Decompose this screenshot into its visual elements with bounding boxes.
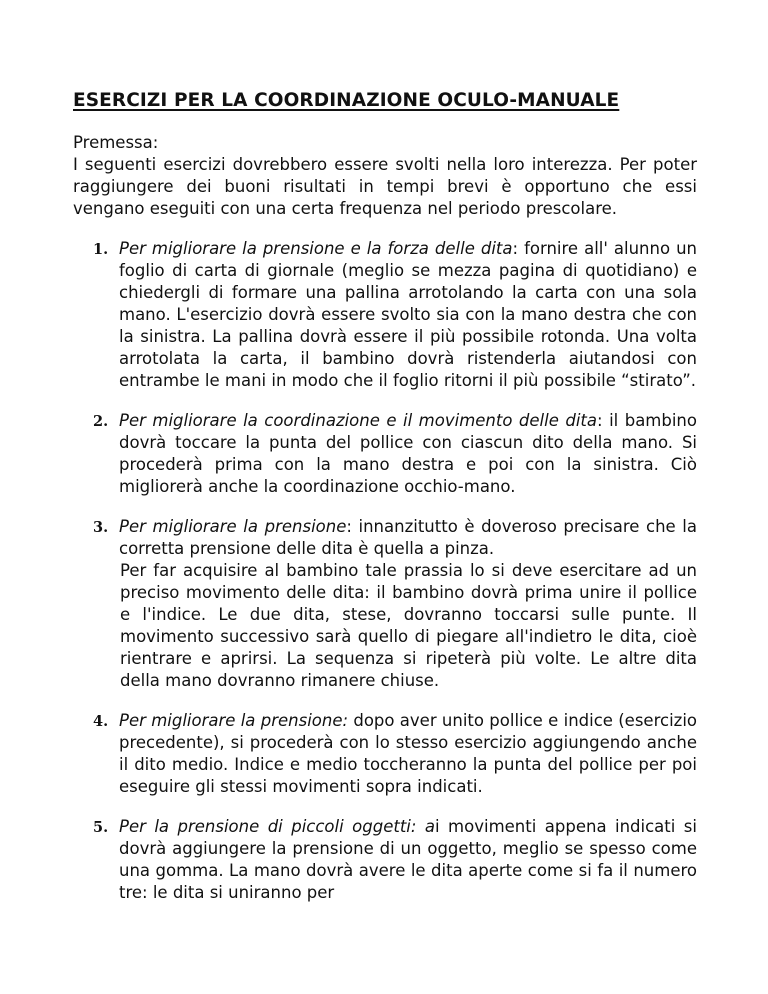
item-text: i movimenti appena indicati si dovrà aggiungere la prensione di un oggetto, meglio se spesso come una gomma. La mano dovrà avere le dita aperte come si fa il numero tre: le dita si uniranno per [119,817,697,902]
list-item [73,410,697,498]
item-lead: Per migliorare la prensione e la forza delle dita [119,239,513,258]
item-number: 4. [93,713,109,730]
item-number: 3. [93,519,109,536]
list-item [73,516,697,692]
exercise-list [73,238,697,904]
list-item [73,816,697,904]
document-page [73,90,697,922]
list-item [73,238,697,392]
item-lead: Per migliorare la coordinazione e il movimento delle dita [119,411,598,430]
list-item [73,710,697,798]
item-lead: Per migliorare la prensione [119,517,347,536]
item-text: : innanzitutto è doveroso precisare che la corretta prensione delle dita è quella a pinza. [119,517,697,558]
item-text: : il bambino dovrà toccare la punta del pollice con ciascun dito della mano. Si procederà prima con la mano destra e poi con la sinistra. Ciò migliorerà anche la coordinazione occhio-mano. [119,411,697,496]
intro-paragraph: I seguenti esercizi dovrebbero essere svolti nella loro interezza. Per poter raggiungere dei buoni risultati in tempi brevi è opportuno che essi vengano eseguiti con una certa frequenza nel periodo prescolare. [73,155,697,218]
intro-label: Premessa: [73,133,159,152]
item-number: 2. [93,413,109,430]
item-text: dopo aver unito pollice e indice (esercizio precedente), si procederà con lo stesso esercizio aggiungendo anche il dito medio. Indice e medio toccheranno la punta del pollice per poi eseguire gli stessi movimenti sopra indicati. [119,711,697,796]
item-text-continued: Per far acquisire al bambino tale prassia lo si deve esercitare ad un preciso movimento delle dita: il bambino dovrà prima unire il pollice e l'indice. Le due dita, stese, dovranno toccarsi sulle punte. Il movimento successivo sarà quello di piegare all'indietro le dita, cioè rientrare e aprirsi. La sequenza si ripeterà più volte. Le altre dita della mano dovranno rimanere chiuse. [120,561,697,690]
item-lead: Per migliorare la prensione: [119,711,349,730]
item-number: 5. [93,819,109,836]
item-text: : fornire all' alunno un foglio di carta di giornale (meglio se mezza pagina di quotidiano) e chiedergli di formare una pallina arrotolando la carta con una sola mano. L'esercizio dovrà essere svolto sia con la mano destra che con la sinistra. La pallina dovrà essere il più possibile rotonda. Una volta arrotolata la carta, il bambino dovrà ristenderla aiutandosi con entrambe le mani in modo che il foglio ritorni il più possibile “stirato”. [119,239,697,390]
item-lead: Per la prensione di piccoli oggetti: a [119,817,436,836]
document-title: ESERCIZI PER LA COORDINAZIONE OCULO-MANUALE [73,90,620,111]
item-number: 1. [93,241,109,258]
